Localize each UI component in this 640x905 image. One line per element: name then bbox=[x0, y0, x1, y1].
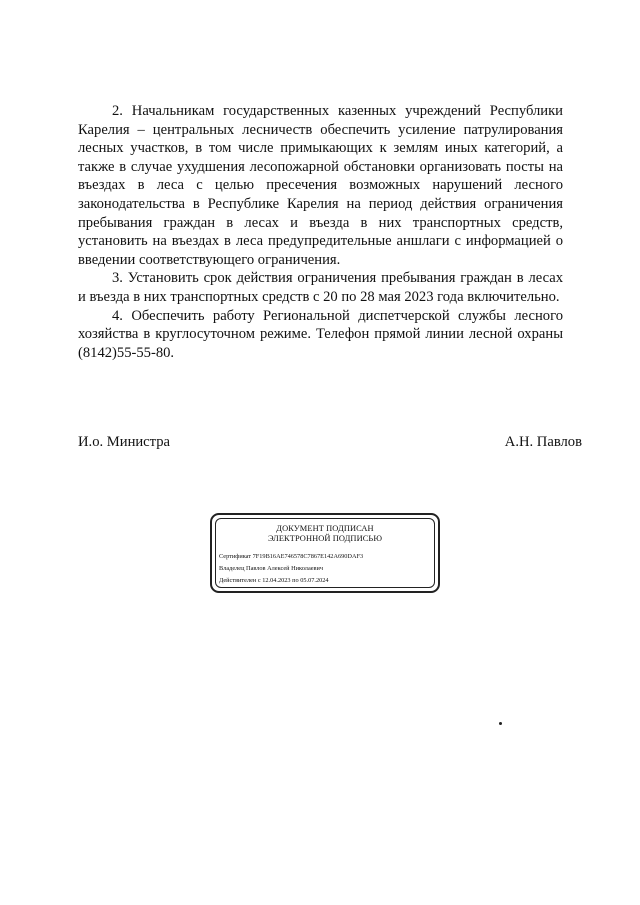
document-body bbox=[78, 102, 563, 362]
stamp-title-line1: ДОКУМЕНТ ПОДПИСАН bbox=[276, 524, 374, 533]
paragraph-2: 2. Начальникам государственных казенных учреждений Республики Карелия – центральных лесничеств обеспечить усиление патрулирования лесных участков, в том числе примыкающих к землям иных категорий, а также в случае ухудшения лесопожарной обстановки организовать посты на въездах в леса с целью пресечения возможных нарушений лесного законодательства в Республике Карелия на период действия ограничения пребывания граждан в лесах и въезда в них транспортных средств, установить на въездах в леса предупредительные аншлаги с информацией о введении соответствующего ограничения. bbox=[78, 103, 563, 268]
electronic-signature-stamp bbox=[210, 513, 440, 593]
signatory-position: И.о. Министра bbox=[78, 434, 170, 450]
signature-row bbox=[78, 434, 582, 451]
paragraph-3: 3. Установить срок действия ограничения пребывания граждан в лесах и въезда в них транспортных средств с 20 по 28 мая 2023 года включительно. bbox=[78, 270, 563, 305]
stamp-owner: Владелец Павлов Алексей Николаевич bbox=[219, 565, 324, 572]
stamp-title-line2: ЭЛЕКТРОННОЙ ПОДПИСЬЮ bbox=[267, 534, 383, 543]
paragraph-4: 4. Обеспечить работу Региональной диспетчерской службы лесного хозяйства в круглосуточном режиме. Телефон прямой линии лесной охраны (8142)55-55-80. bbox=[78, 307, 563, 361]
scan-speck bbox=[499, 722, 502, 725]
stamp-certificate: Сертификат 7F19B16AE746578C7867E142A690DAF3 bbox=[219, 553, 364, 560]
stamp-validity: Действителен с 12.04.2023 по 05.07.2024 bbox=[219, 577, 329, 584]
signatory-name: А.Н. Павлов bbox=[504, 434, 582, 450]
